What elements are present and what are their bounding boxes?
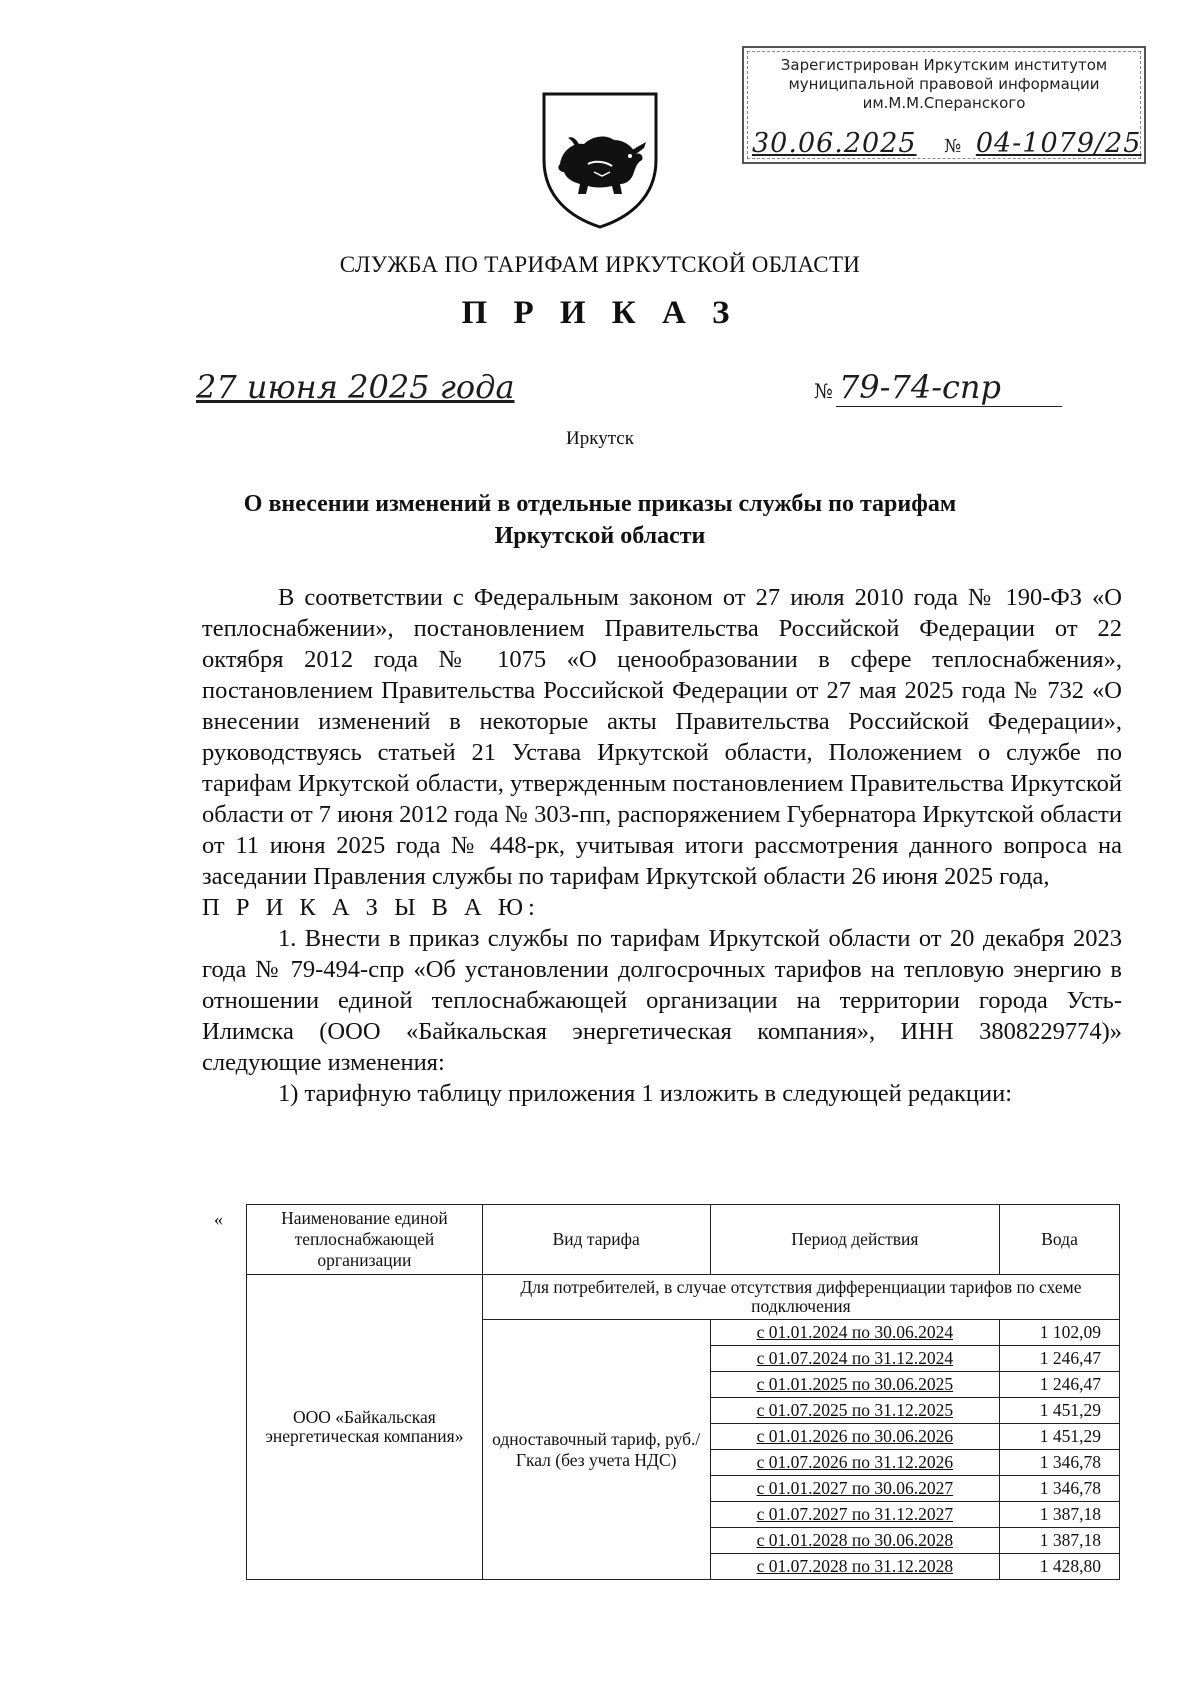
stamp-line-3: им.М.М.Сперанского [862, 94, 1026, 112]
value-cell: 1 387,18 [1000, 1528, 1120, 1554]
stamp-handwritten-registration [752, 128, 1141, 159]
order-body [202, 582, 1122, 1109]
period-cell: с 01.01.2028 по 30.06.2028 [710, 1528, 1000, 1554]
period-cell: с 01.07.2024 по 31.12.2024 [710, 1346, 1000, 1372]
header-water: Вода [1000, 1205, 1120, 1275]
value-cell: 1 246,47 [1000, 1372, 1120, 1398]
period-cell: с 01.07.2028 по 31.12.2028 [710, 1554, 1000, 1580]
table-header-row [247, 1205, 1120, 1275]
stamp-line-2: муниципальной правовой информации [788, 75, 1100, 93]
value-cell: 1 451,29 [1000, 1398, 1120, 1424]
value-cell: 1 387,18 [1000, 1502, 1120, 1528]
tariff-type-cell: одноставочный тариф, руб./Гкал (без учета НДС) [482, 1320, 710, 1580]
city-name: Иркутск [566, 428, 634, 449]
order-heading-line-2: Иркутской области [494, 523, 706, 549]
stamp-number: 04-1079/25 [975, 128, 1142, 159]
period-cell: с 01.07.2027 по 31.12.2027 [710, 1502, 1000, 1528]
order-number-block [814, 368, 1001, 406]
period-cell: с 01.07.2026 по 31.12.2026 [710, 1450, 1000, 1476]
order-date: 27 июня 2025 года [196, 368, 515, 406]
prikazyvayu-label: П Р И К А З Ы В А Ю: [202, 894, 540, 921]
irkutsk-coat-of-arms-emblem [540, 90, 660, 230]
value-cell: 1 428,80 [1000, 1554, 1120, 1580]
stamp-number-label: № [944, 136, 963, 157]
org-name-cell: ООО «Байкальская энергетическая компания» [247, 1275, 483, 1580]
item-1-1-paragraph: 1) тарифную таблицу приложения 1 изложить в следующей редакции: [278, 1080, 1013, 1107]
period-cell: с 01.07.2025 по 31.12.2025 [710, 1398, 1000, 1424]
value-cell: 1 102,09 [1000, 1320, 1120, 1346]
order-heading [0, 488, 1200, 552]
value-cell: 1 346,78 [1000, 1450, 1120, 1476]
value-cell: 1 451,29 [1000, 1424, 1120, 1450]
header-tariff-type: Вид тарифа [482, 1205, 710, 1275]
value-cell: 1 246,47 [1000, 1346, 1120, 1372]
period-cell: с 01.01.2024 по 30.06.2024 [710, 1320, 1000, 1346]
period-cell: с 01.01.2025 по 30.06.2025 [710, 1372, 1000, 1398]
value-cell: 1 346,78 [1000, 1476, 1120, 1502]
agency-name: СЛУЖБА ПО ТАРИФАМ ИРКУТСКОЙ ОБЛАСТИ [339, 252, 861, 277]
document-title: П Р И К А З [461, 295, 739, 331]
table-open-quote: « [214, 1209, 223, 1229]
order-number-label: № [814, 379, 833, 403]
stamp-date: 30.06.2025 [752, 128, 917, 159]
item-1-paragraph: 1. Внести в приказ службы по тарифам Иркутской области от 20 декабря 2023 года № 79-494-спр «Об установлении долгосрочных тарифов на тепловую энергию в отношении единой теплоснабжающей организации на территории города Усть-Илимска (ООО «Байкальская энергетическая компания», ИНН 3808229774)» следующие изменения: [202, 925, 1122, 1076]
header-period: Период действия [710, 1205, 1000, 1275]
period-cell: с 01.01.2027 по 30.06.2027 [710, 1476, 1000, 1502]
header-org: Наименование единой теплоснабжающей организации [247, 1205, 483, 1275]
tariff-table [246, 1204, 1120, 1580]
order-number-underline [836, 406, 1062, 407]
stamp-line-1: Зарегистрирован Иркутским институтом [780, 56, 1108, 74]
order-heading-line-1: О внесении изменений в отдельные приказы службы по тарифам [243, 491, 957, 517]
preamble-paragraph: В соответствии с Федеральным законом от 27 июля 2010 года № 190-ФЗ «О теплоснабжении», постановлением Правительства Российской Федерации от 22 октября 2012 года № 1075 «О ценообразовании в сфере теплоснабжения», постановлением Правительства Российской Федерации от 27 мая 2025 года № 732 «О внесении изменений в некоторые акты Правительства Российской Федерации», руководствуясь статьей 21 Устава Иркутской области, Положением о службе по тарифам Иркутской области, утвержденным постановлением Правительства Иркутской области от 7 июня 2012 года № 303-пп, распоряжением Губернатора Иркутской области от 11 июня 2025 года № 448-рк, учитывая итоги рассмотрения данного вопроса на заседании Правления службы по тарифам Иркутской области 26 июня 2025 года, [202, 584, 1122, 890]
order-number: 79-74-спр [838, 368, 1002, 406]
consumer-subheader: Для потребителей, в случае отсутствия дифференциации тарифов по схеме подключения [482, 1275, 1119, 1320]
table-subheader-row [247, 1275, 1120, 1320]
period-cell: с 01.01.2026 по 30.06.2026 [710, 1424, 1000, 1450]
